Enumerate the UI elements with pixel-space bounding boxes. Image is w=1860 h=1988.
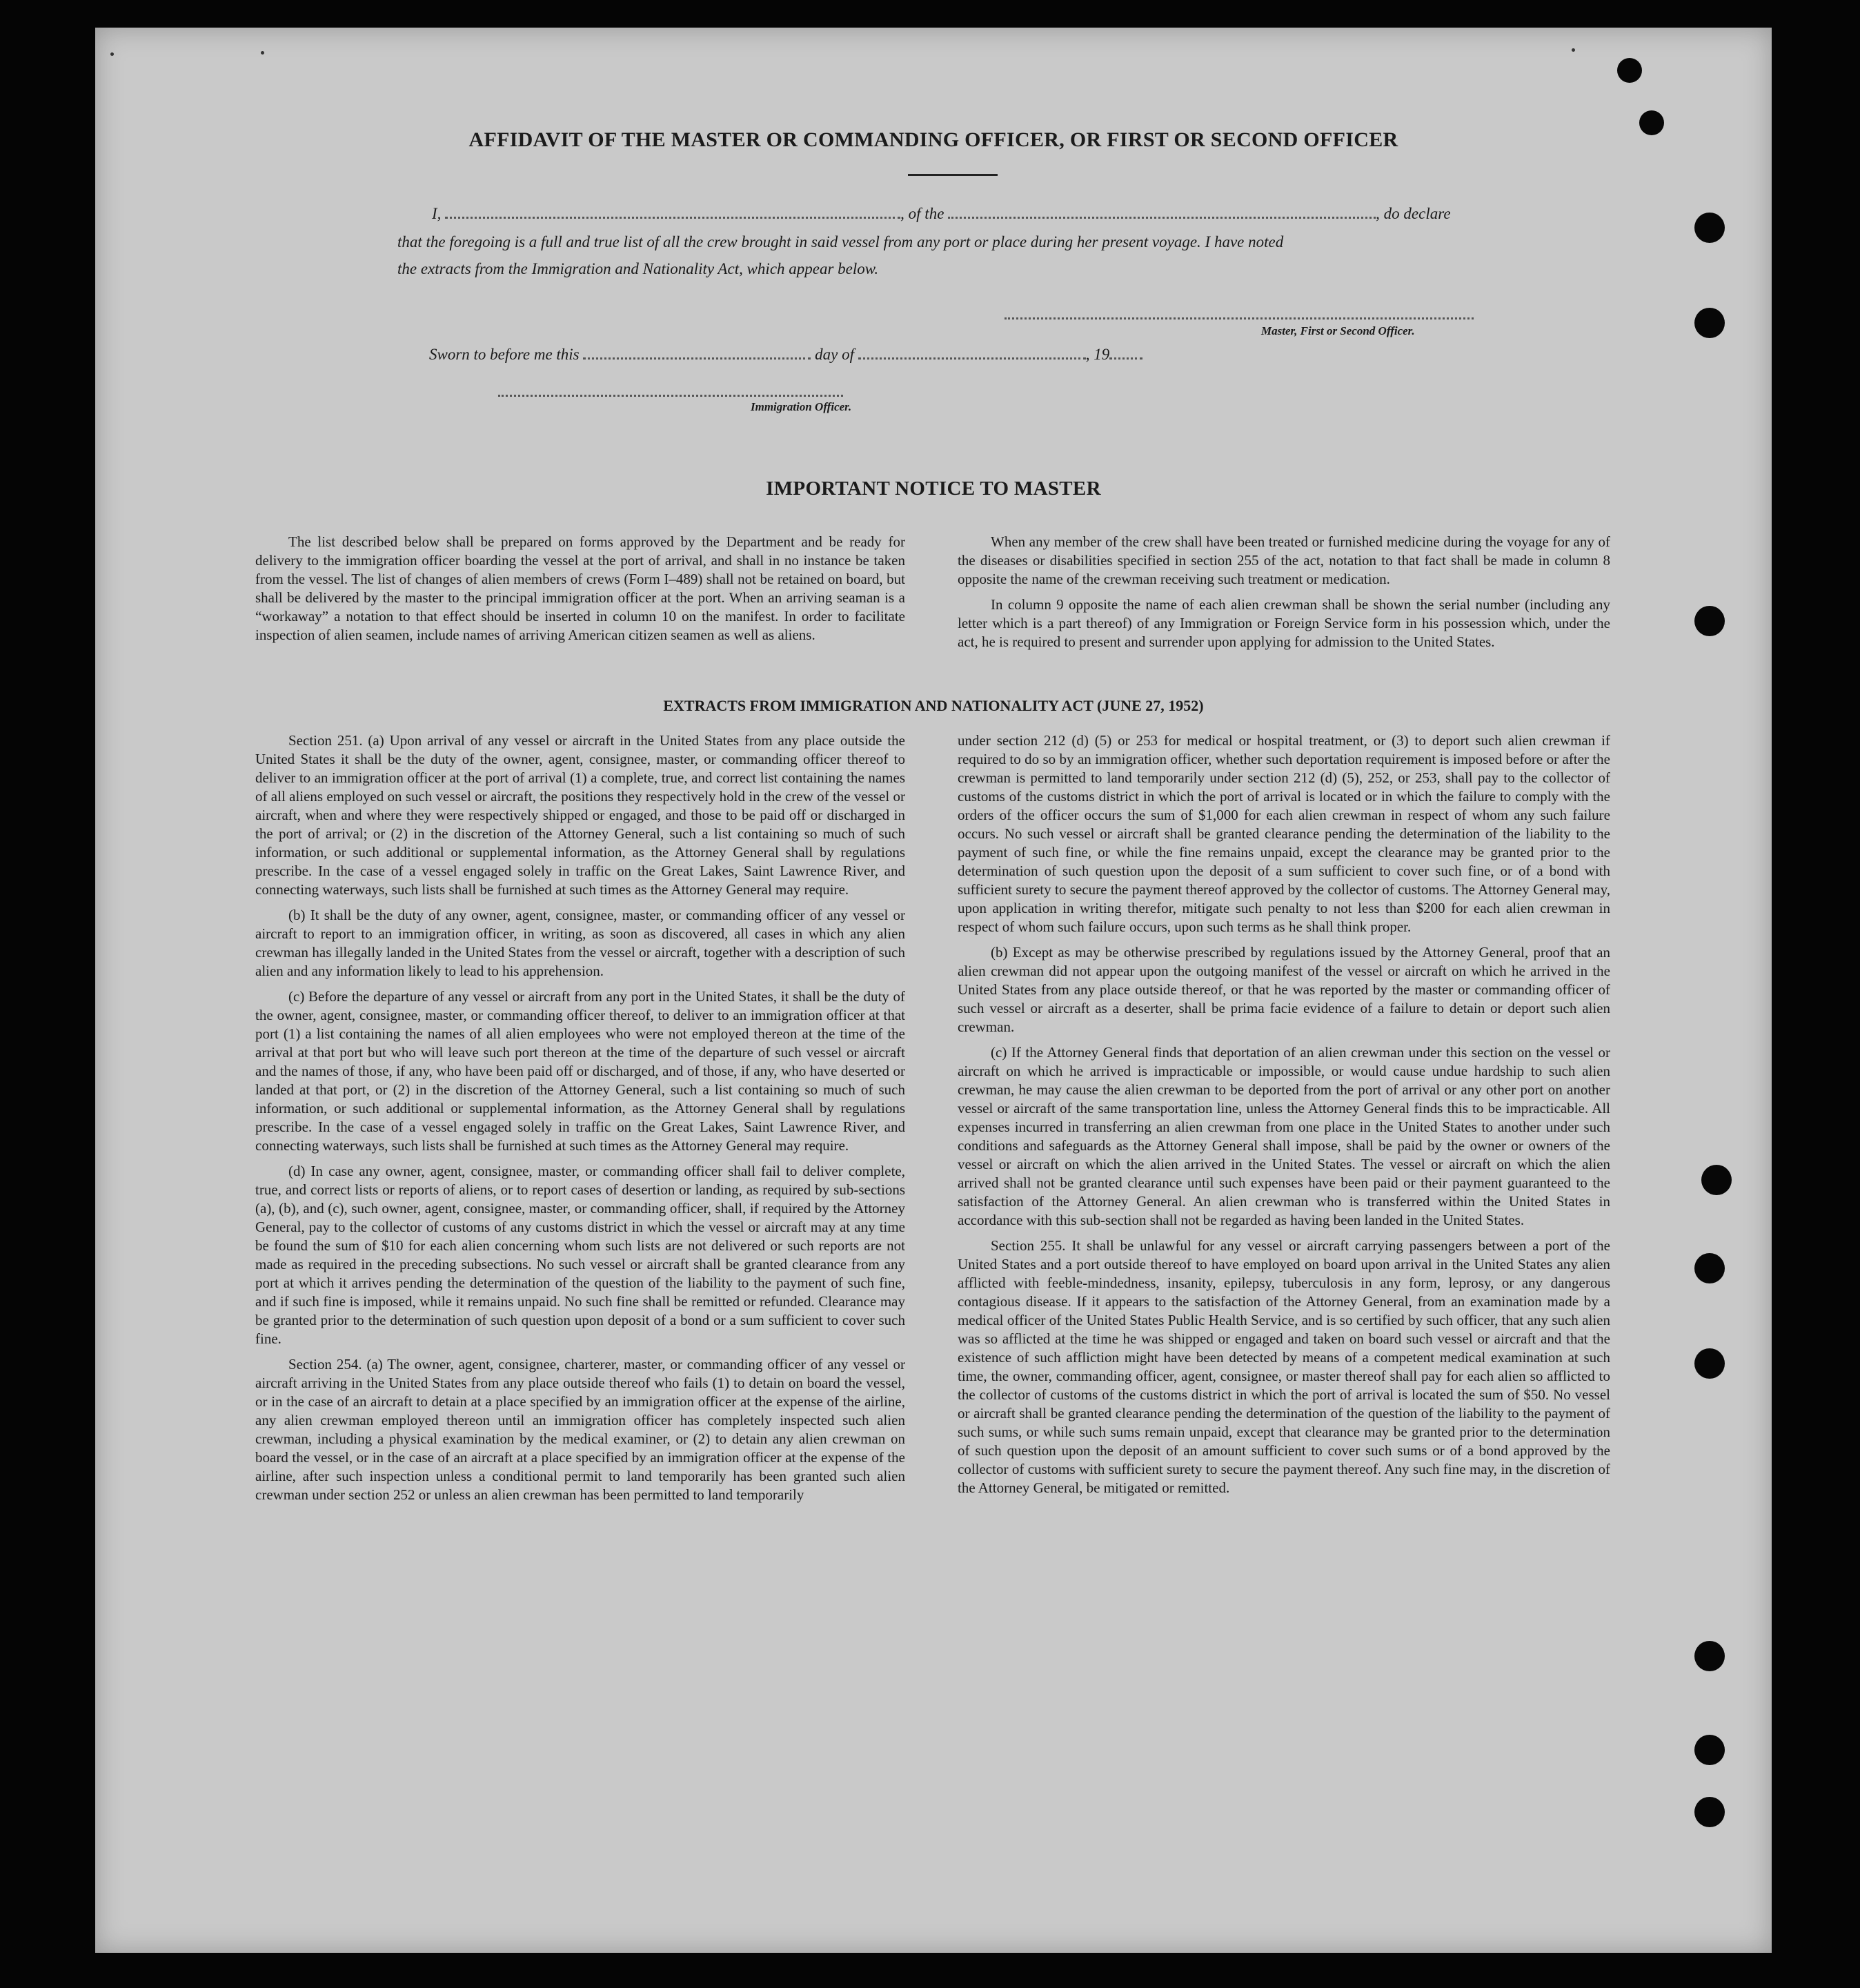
notice-right-column: [958, 533, 1610, 658]
punch-hole: [1694, 1735, 1725, 1765]
year-label: , 19: [1085, 346, 1110, 363]
declaration-text-1: that the foregoing is a full and true list of all the crew brought in said vessel from any port or place during her present voyage. I have noted: [397, 233, 1284, 250]
year-blank[interactable]: [1109, 345, 1142, 360]
section-254b: (b) Except as may be otherwise prescribed by regulations issued by the Attorney General, proof that an alien crewman did not appear upon the outgoing manifest of the vessel or aircraft on which he arrived in the United States from any place outside thereof, or that he was reported by the master or commanding officer of such vessel or aircraft as a deserter, shall be prima facie evidence of a failure to detain or deport such alien crewman.: [958, 944, 1610, 1035]
punch-hole: [1701, 1165, 1732, 1195]
punch-hole: [1694, 1253, 1725, 1283]
notice-left-column: [255, 533, 905, 651]
of-the-label: , of the: [900, 205, 944, 222]
section-251a: Section 251. (a) Upon arrival of any vessel or aircraft in the United States from any place outside the United States it shall be the duty of the owner, agent, consignee, master, or commanding officer thereof to deliver to an immigration officer at the port of arrival (1) a complete, true, and correct list containing the names of all aliens employed on such vessel or aircraft, the positions they respectively hold in the crew of the vessel or aircraft, when and where they were respectively shipped or engaged, and those to be paid off or discharged in the port of arrival; or (2) in the discretion of the Attorney General, such a list containing so much of such information, or such additional or supplemental information, as the Attorney General shall by regulations prescribe. In the case of a vessel engaged solely in traffic on the Great Lakes, Saint Lawrence River, and connecting waterways, such lists shall be furnished at such times as the Attorney General may require.: [255, 732, 905, 898]
declaration-text-2: the extracts from the Immigration and Nationality Act, which appear below.: [397, 260, 879, 277]
scan-speck: [1572, 48, 1575, 52]
sworn-day-blank[interactable]: [583, 345, 811, 360]
punch-hole: [1694, 1797, 1725, 1827]
name-blank[interactable]: [445, 204, 900, 219]
section-251c: (c) Before the departure of any vessel or aircraft from any port in the United States, it shall be the duty of the owner, agent, consignee, master, or commanding officer thereof, to deliver to an immigration officer at that port (1) a list containing the names of all alien employees who were not employed thereon at the time of the arrival at that port but who will leave such port thereon at the time of the departure of such vessel or aircraft and the names of those, if any, who have been paid off or discharged, and of those, if any, who have deserted or landed at that port, or (2) in the discretion of the Attorney General, such a list containing so much of such information, or such additional or supplemental information, as the Attorney General shall by regulations prescribe. In the case of a vessel engaged solely in traffic on the Great Lakes, Saint Lawrence River, and connecting waterways, such lists shall be furnished at such times as the Attorney General may require.: [255, 988, 905, 1154]
immigration-officer-label: Immigration Officer.: [751, 400, 852, 413]
section-254c: (c) If the Attorney General finds that deportation of an alien crewman under this section on the vessel or aircraft on which he arrived is impracticable or impossible, or would cause undue hardship to such alien crewman, he may cause the alien crewman to be deported from the port of arrival or any other port on another vessel or aircraft of the same transportation line, unless the Attorney General finds this to be impracticable. All expenses incurred in transferring an alien crewman from one place in the United States to another under such conditions and safeguards as the Attorney General shall impose, shall be paid by the owner or owners of the vessel or aircraft on which the alien arrived in the United States. The vessel or aircraft on which the alien arrived shall not be granted clearance until such expenses have been paid or their payment guaranteed to the satisfaction of the Attorney General. An alien crewman who is transferred within the United States in accordance with this sub-section shall not be regarded as having been landed in the United States.: [958, 1044, 1610, 1228]
punch-hole: [1694, 1348, 1725, 1379]
title-divider: [908, 174, 998, 176]
i-label: I,: [432, 205, 442, 222]
punch-hole: [1694, 308, 1725, 338]
day-of-label: day of: [815, 346, 854, 363]
scan-speck: [110, 52, 114, 56]
section-255: Section 255. It shall be unlawful for any vessel or aircraft carrying passengers between a port of the United States and a port outside thereof to have employed on board upon arrival in the United States any alien afflicted with feeble-mindedness, insanity, epilepsy, tuberculosis in any form, leprosy, or any dangerous contagious disease. If it appears to the satisfaction of the Attorney General, from an examination made by a medical officer of the United States Public Health Service, and is so certified by such officer, that any such alien was so afflicted at the time he was shipped or engaged and taken on board such vessel or aircraft and that the existence of such affliction might have been detected by means of a competent medical examination at such time, the owner, commanding officer, agent, consignee, or master thereof shall pay for each alien so afflicted to the collector of customs of the customs district in which the port of arrival is located the sum of $50. No vessel or aircraft shall be granted clearance pending the determination of the question of the liability to the payment of such sums, or while such sums remain unpaid, except that clearance may be granted prior to the determination of such question upon the deposit of an amount sufficient to cover such sums or of a bond approved by the collector of customs with sufficient surety to secure the payment thereof. Any such fine may, in the discretion of the Attorney General, be mitigated or remitted.: [958, 1237, 1610, 1496]
sworn-month-blank[interactable]: [858, 345, 1086, 360]
notice-left-paragraph: The list described below shall be prepared on forms approved by the Department and be ready for delivery to the immigration officer boarding the vessel at the port of arrival, and shall in no instance be taken from the vessel. The list of changes of alien members of crews (Form I–489) shall not be retained on board, but shall be delivered by the master to the principal immigration officer at the port. When an arriving seaman is a “workaway” a notation to that effect should be inserted in column 10 on the manifest. In order to facilitate inspection of alien seamen, include names of arriving American citizen seamen as well as aliens.: [255, 533, 905, 643]
affidavit-title: AFFIDAVIT OF THE MASTER OR COMMANDING OFFICER, OR FIRST OR SECOND OFFICER: [468, 128, 1398, 151]
notice-right-paragraph-1: When any member of the crew shall have been treated or furnished medicine during the voyage for any of the diseases or disabilities specified in section 255 of the act, notation to that fact shall be made in column 8 opposite the name of the crewman receiving such treatment or medication.: [958, 533, 1610, 587]
extracts-right-column: [958, 731, 1610, 1504]
section-251d: (d) In case any owner, agent, consignee, master, or commanding officer shall fail to deliver complete, true, and correct lists or reports of aliens, or to report cases of desertion or landing, as required by sub-sections (a), (b), and (c), such owner, agent, consignee, master, or commanding officer, shall, if required by the Attorney General, pay to the collector of customs of any customs district in which the vessel or aircraft may at any time be found the sum of $10 for each alien concerning whom such lists are not delivered or such reports are not made as required in the preceding subsections. No such vessel or aircraft shall be granted clearance from any port at which it arrives pending the determination of the question of the liability to the payment of such fine, and if such fine is imposed, while it remains unpaid. No such fine shall be remitted or refunded. Clearance may be granted prior to the determination of such question upon deposit of a bond or a sum sufficient to cover such fine.: [255, 1163, 905, 1347]
section-254a-continued: under section 212 (d) (5) or 253 for medical or hospital treatment, or (3) to deport such alien crewman if required to do so by an immigration officer, whether such deportation requirement is imposed before or after the crewman is permitted to land temporarily under section 212 (d) (5), 252, or 253, shall pay to the collector of customs of the customs district in which the port of arrival is located or in which the failure to comply with the orders of the officer occurs the sum of $1,000 for each alien crewman in respect of whom any such failure occurs. No such vessel or aircraft shall be granted clearance pending the determination of the liability to the payment of such fine, or while the fine remains unpaid, except the clearance may be granted prior to the determination of such question upon the deposit of a sum sufficient to cover such fine, or of a bond with sufficient surety to secure the payment thereof approved by the collector of customs. The Attorney General may, upon application in writing therefor, mitigate such penalty to not less than $200 for each alien crewman in respect of whom such failure occurs, upon such terms as he shall think proper.: [958, 732, 1610, 935]
section-254a: Section 254. (a) The owner, agent, consignee, charterer, master, or commanding officer of any vessel or aircraft arriving in the United States from any place outside thereof who fails (1) to detain on board the vessel, or in the case of an aircraft to detain at a place specified by an immigration officer at the expense of the airline, any alien crewman employed thereon until an immigration officer has completely inspected such alien crewman, including a physical examination by the medical examiner, or (2) to detain any alien crewman on board the vessel, or in the case of an aircraft at a place specified by an immigration officer at the expense of the airline, after such inspection unless a conditional permit to land temporarily has been granted such alien crewman under section 252 or unless an alien crewman has been permitted to land temporarily: [255, 1356, 905, 1503]
declaration-line: [432, 204, 1451, 223]
notice-title: IMPORTANT NOTICE TO MASTER: [766, 478, 1101, 500]
extracts-left-column: [255, 731, 905, 1511]
punch-hole: [1694, 213, 1725, 243]
do-declare-label: , do declare: [1376, 205, 1451, 222]
master-signature-line[interactable]: [1005, 317, 1474, 319]
master-signature-label: Master, First or Second Officer.: [1261, 324, 1415, 337]
sworn-line: [429, 345, 1142, 364]
vessel-blank[interactable]: [948, 204, 1376, 219]
punch-hole: [1694, 1641, 1725, 1671]
scan-speck: [261, 51, 264, 55]
immigration-officer-signature-line[interactable]: [498, 395, 843, 397]
punch-hole: [1639, 110, 1664, 135]
punch-hole: [1617, 58, 1642, 83]
extracts-title: EXTRACTS FROM IMMIGRATION AND NATIONALITY ACT (JUNE 27, 1952): [663, 697, 1204, 714]
section-251b: (b) It shall be the duty of any owner, agent, consignee, master, or commanding officer of any vessel or aircraft to report to an immigration officer, in writing, as soon as discovered, all cases in which any alien crewman has illegally landed in the United States from the vessel or aircraft, together with a description of such alien and any information likely to lead to his apprehension.: [255, 907, 905, 979]
notice-right-paragraph-2: In column 9 opposite the name of each alien crewman shall be shown the serial number (including any letter which is a part thereof) of any Immigration or Foreign Service form in his possession which, under the act, he is required to present and surrender upon applying for admission to the United States.: [958, 596, 1610, 650]
sworn-label: Sworn to before me this: [429, 346, 580, 363]
punch-hole: [1694, 606, 1725, 636]
document-page: [95, 28, 1772, 1953]
